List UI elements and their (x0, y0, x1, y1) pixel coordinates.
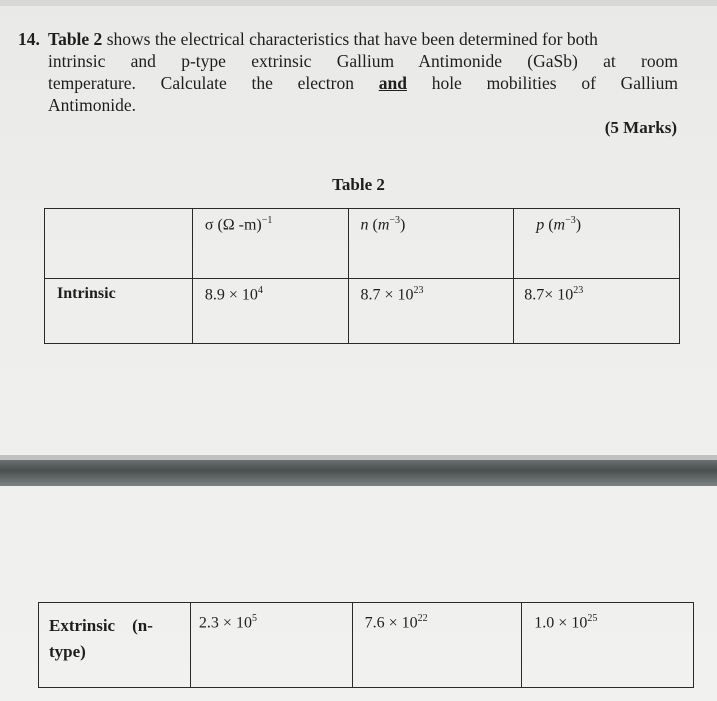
question-line-4: Antimonide. (48, 95, 136, 115)
characteristics-table (44, 208, 680, 344)
question-line-1 (48, 28, 598, 50)
row-label-extrinsic: Extrinsic (n- type) (39, 603, 191, 688)
row-label-intrinsic: Intrinsic (45, 279, 193, 344)
header-sigma: σ (Ω -m)$^{-1}$ (192, 209, 348, 279)
extrinsic-n: $7.6 \times 10^{22}$ (352, 603, 522, 688)
intrinsic-n: $8.7 \times 10^{23}$ (348, 279, 514, 344)
page-top-edge (0, 0, 717, 6)
extrinsic-sigma: $2.3 \times 10^5$ (190, 603, 352, 688)
and-emphasis: and (378, 73, 407, 93)
table-row-intrinsic (45, 279, 680, 344)
header-n: n $(m^{-3})$ (348, 209, 514, 279)
table-caption: Table 2 (332, 175, 385, 194)
question-line-3 (48, 72, 678, 94)
table-reference: Table 2 (48, 29, 103, 49)
intrinsic-p: $8.7\times 10^{23}$ (514, 279, 680, 344)
question-text-3b: hole mobilities of Gallium (406, 73, 678, 93)
extrinsic-table-row (38, 602, 694, 688)
header-empty-cell (45, 209, 193, 279)
page-divider-band (0, 460, 717, 486)
intrinsic-sigma: $8.9 \times 10^4$ (192, 279, 348, 344)
question-line-2: intrinsic and p-type extrinsic Gallium Antimonide (GaSb) at room (48, 51, 678, 71)
table-header-row (45, 209, 680, 279)
extrinsic-p: $1.0 \times 10^{25}$ (522, 603, 694, 688)
table-row-extrinsic (39, 603, 694, 688)
question-text-3a: temperature. Calculate the electron (48, 73, 379, 93)
question-number: 14. (18, 29, 40, 49)
question-text-1: shows the electrical characteristics that have been determined for both (102, 29, 598, 49)
marks-label: (5 Marks) (604, 118, 677, 137)
header-p: p $(m^{-3})$ (514, 209, 680, 279)
